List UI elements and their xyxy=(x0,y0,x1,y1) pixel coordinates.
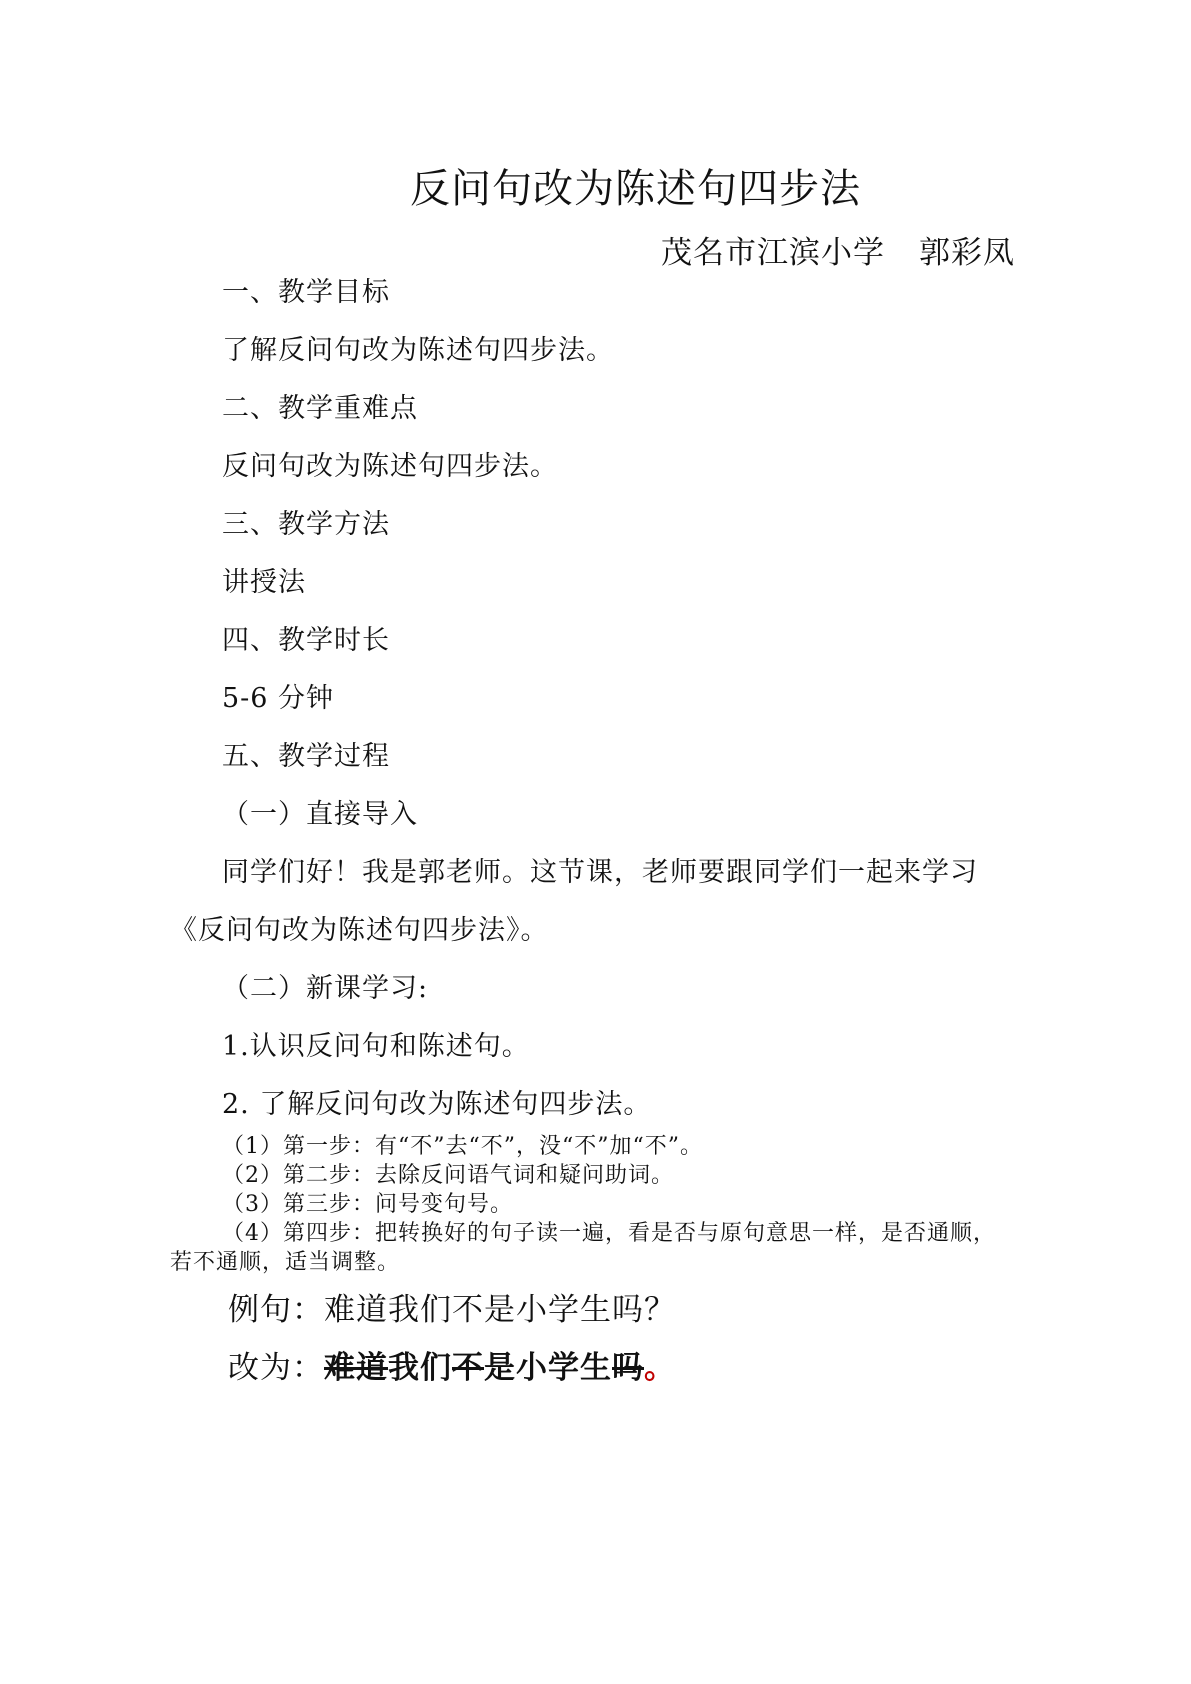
step-3: （3）第三步：问号变句号。 xyxy=(222,1192,513,1217)
list-item-1: 1.认识反问句和陈述句。 xyxy=(222,1031,530,1062)
step-2: （2）第二步：去除反问语气词和疑问助词。 xyxy=(222,1163,674,1188)
key-heading: 二、教学重难点 xyxy=(222,393,418,424)
kept-word-shixiaoxuesheng: 是小学生 xyxy=(484,1350,612,1386)
struck-word-ma: 吗 xyxy=(612,1350,644,1386)
key-text: 反问句改为陈述句四步法。 xyxy=(222,451,558,482)
goal-heading: 一、教学目标 xyxy=(222,277,390,308)
step-1: （1）第一步：有“不”去“不”，没“不”加“不”。 xyxy=(222,1134,703,1159)
intro-paragraph-line2: 《反问句改为陈述句四步法》。 xyxy=(170,915,549,946)
duration-text: 5-6 分钟 xyxy=(222,683,335,714)
author-name: 郭彩凤 xyxy=(919,235,1015,271)
method-heading: 三、教学方法 xyxy=(222,509,390,540)
example-label: 例句： xyxy=(228,1292,324,1328)
struck-word-bu: 不 xyxy=(452,1350,484,1386)
document-title: 反问句改为陈述句四步法 xyxy=(410,166,861,212)
author-school: 茂名市江滨小学 xyxy=(661,235,885,271)
kept-word-women: 我们 xyxy=(388,1350,452,1386)
process-heading: 五、教学过程 xyxy=(222,741,390,772)
author-line xyxy=(661,233,1015,273)
step-4-line1: （4）第四步：把转换好的句子读一遍，看是否与原句意思一样，是否通顺， xyxy=(222,1221,996,1246)
method-text: 讲授法 xyxy=(222,567,306,598)
struck-word-nandao: 难道 xyxy=(324,1350,388,1386)
list-item-2: 2. 了解反问句改为陈述句四步法。 xyxy=(222,1089,652,1120)
added-period: 。 xyxy=(644,1350,676,1386)
converted-sentence xyxy=(228,1348,676,1388)
converted-label: 改为： xyxy=(228,1350,324,1386)
new-lesson-heading: （二）新课学习: xyxy=(222,973,429,1004)
duration-heading: 四、教学时长 xyxy=(222,625,390,656)
intro-paragraph-line1: 同学们好！我是郭老师。这节课，老师要跟同学们一起来学习 xyxy=(222,857,978,888)
intro-heading: （一）直接导入 xyxy=(222,799,418,830)
goal-text: 了解反问句改为陈述句四步法。 xyxy=(222,335,614,366)
example-sentence xyxy=(228,1290,676,1330)
step-4-line2: 若不通顺，适当调整。 xyxy=(170,1250,401,1275)
example-question: 难道我们不是小学生吗？ xyxy=(324,1292,676,1328)
